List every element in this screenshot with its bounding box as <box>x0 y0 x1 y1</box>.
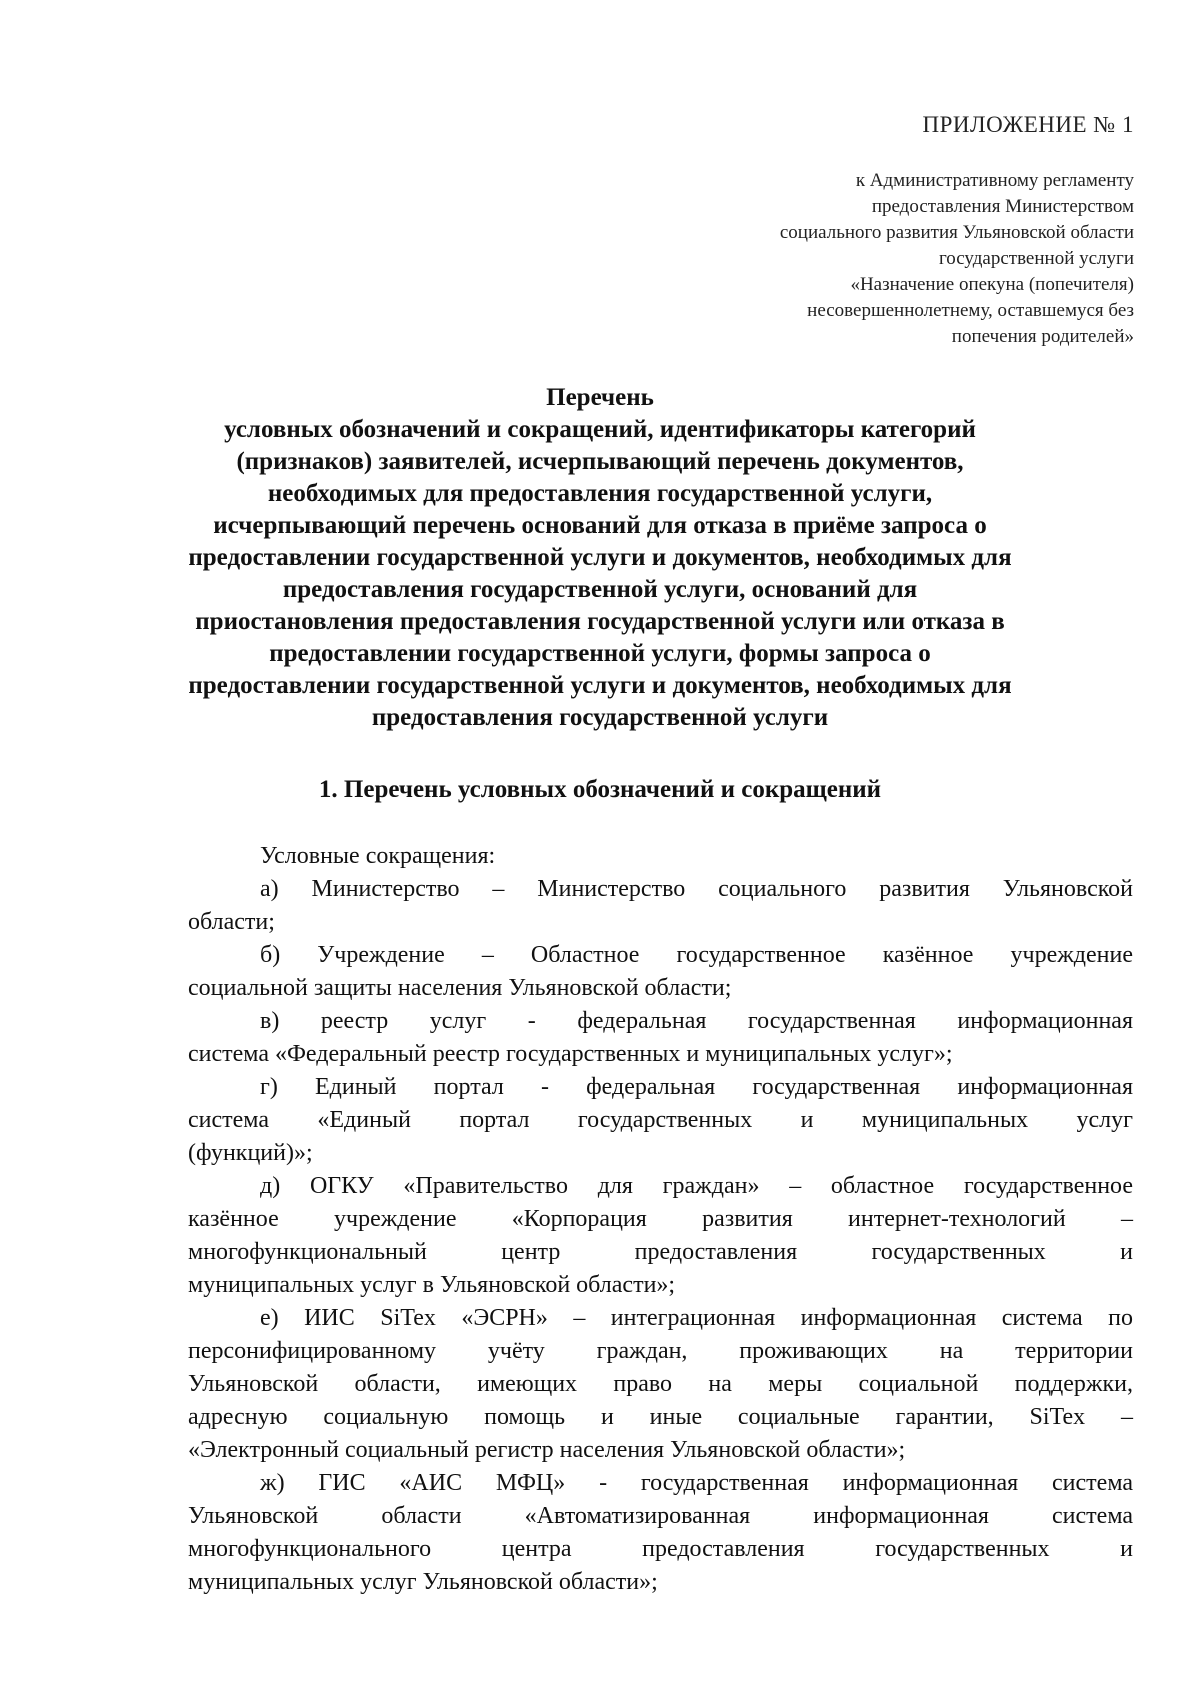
title-line: предоставлении государственной услуги и документов, необходимых для <box>188 672 1012 699</box>
body-line: в) реестр услуг - федеральная государственная информационная <box>260 1008 1133 1034</box>
body-line: д) ОГКУ «Правительство для граждан» – областное государственное <box>260 1173 1133 1199</box>
appendix-label: ПРИЛОЖЕНИЕ № 1 <box>922 112 1134 137</box>
appendix-subtitle-line: государственной услуги <box>938 248 1134 269</box>
body-line: (функций)»; <box>188 1140 313 1166</box>
section-heading: 1. Перечень условных обозначений и сокращений <box>318 776 882 803</box>
appendix-subtitle-line: социального развития Ульяновской области <box>779 222 1134 243</box>
body-line: Ульяновской области, имеющих право на меры социальной поддержки, <box>188 1371 1133 1397</box>
title-line: предоставления государственной услуги, оснований для <box>282 576 918 603</box>
body-line: муниципальных услуг Ульяновской области»; <box>188 1569 658 1595</box>
title-line: Перечень <box>546 384 654 411</box>
body-line: области; <box>188 909 275 935</box>
appendix-subtitle-line: «Назначение опекуна (попечителя) <box>850 274 1134 295</box>
document-title <box>120 382 1080 734</box>
title-line: предоставления государственной услуги <box>371 704 829 731</box>
body-line: г) Единый портал - федеральная государственная информационная <box>260 1074 1133 1100</box>
body-line: ж) ГИС «АИС МФЦ» - государственная информационная система <box>260 1470 1133 1496</box>
appendix-subtitle-line: несовершеннолетнему, оставшемуся без <box>807 300 1134 321</box>
appendix-subtitle-line: предоставления Министерством <box>871 196 1134 217</box>
appendix-subtitle-line: к Административному регламенту <box>855 170 1134 191</box>
body-line: многофункциональный центр предоставления государственных и <box>188 1239 1133 1265</box>
body-line: персонифицированному учёту граждан, проживающих на территории <box>188 1338 1133 1364</box>
body-line: «Электронный социальный регистр населения Ульяновской области»; <box>188 1437 906 1463</box>
body-line: б) Учреждение – Областное государственное казённое учреждение <box>260 942 1133 968</box>
title-line: приостановления предоставления государственной услуги или отказа в <box>195 608 1005 635</box>
title-line: условных обозначений и сокращений, идентификаторы категорий <box>224 416 976 443</box>
title-line: предоставлении государственной услуги и документов, необходимых для <box>188 544 1012 571</box>
body-line: Условные сокращения: <box>260 843 496 869</box>
appendix-subtitle <box>574 168 1134 350</box>
body-line: е) ИИС SiTex «ЭСРН» – интеграционная информационная система по <box>260 1305 1133 1331</box>
body-line: многофункционального центра предоставления государственных и <box>188 1536 1133 1562</box>
appendix-subtitle-line: попечения родителей» <box>951 326 1134 347</box>
body-line: Ульяновской области «Автоматизированная информационная система <box>188 1503 1133 1529</box>
body-line: система «Федеральный реестр государственных и муниципальных услуг»; <box>188 1041 953 1067</box>
title-line: необходимых для предоставления государственной услуги, <box>267 480 933 507</box>
body-line: адресную социальную помощь и иные социальные гарантии, SiTex – <box>188 1404 1133 1430</box>
body-line: социальной защиты населения Ульяновской области; <box>188 975 732 1001</box>
body-line: муниципальных услуг в Ульяновской области»; <box>188 1272 676 1298</box>
body-line: казённое учреждение «Корпорация развития интернет-технологий – <box>188 1206 1133 1232</box>
section-body <box>188 840 1133 1599</box>
body-line: а) Министерство – Министерство социального развития Ульяновской <box>260 876 1133 902</box>
title-line: предоставлении государственной услуги, формы запроса о <box>269 640 931 667</box>
title-line: исчерпывающий перечень оснований для отказа в приёме запроса о <box>213 512 987 539</box>
title-line: (признаков) заявителей, исчерпывающий перечень документов, <box>236 448 964 475</box>
body-line: система «Единый портал государственных и муниципальных услуг <box>188 1107 1133 1133</box>
